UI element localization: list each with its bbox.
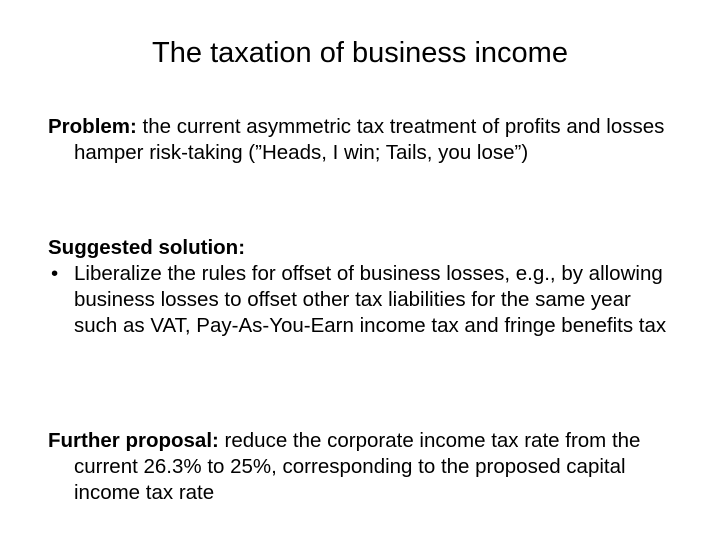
solution-label: Suggested solution: <box>48 236 246 259</box>
problem-paragraph <box>48 114 678 166</box>
slide-title: The taxation of business income <box>152 37 568 69</box>
further-label: Further proposal: <box>48 429 219 452</box>
problem-body: the current asymmetric tax treatment of profits and losses hamper risk-taking (”Heads, I win; Tails, you lose”) <box>74 115 665 164</box>
solution-section <box>48 235 678 339</box>
further-body: reduce the corporate income tax rate from the current 26.3% to 25%, corresponding to the proposed capital income tax rate <box>74 429 641 504</box>
bullet-icon: • <box>51 262 59 285</box>
problem-text <box>48 114 678 166</box>
solution-item-text: Liberalize the rules for offset of business losses, e.g., by allowing business losses to offset other tax liabilities for the same year such as VAT, Pay-As-You-Earn income tax and fringe benefits tax <box>74 262 667 337</box>
further-paragraph <box>48 428 678 506</box>
problem-label: Problem: <box>48 115 137 138</box>
list-item <box>48 261 678 339</box>
further-text <box>48 428 678 506</box>
